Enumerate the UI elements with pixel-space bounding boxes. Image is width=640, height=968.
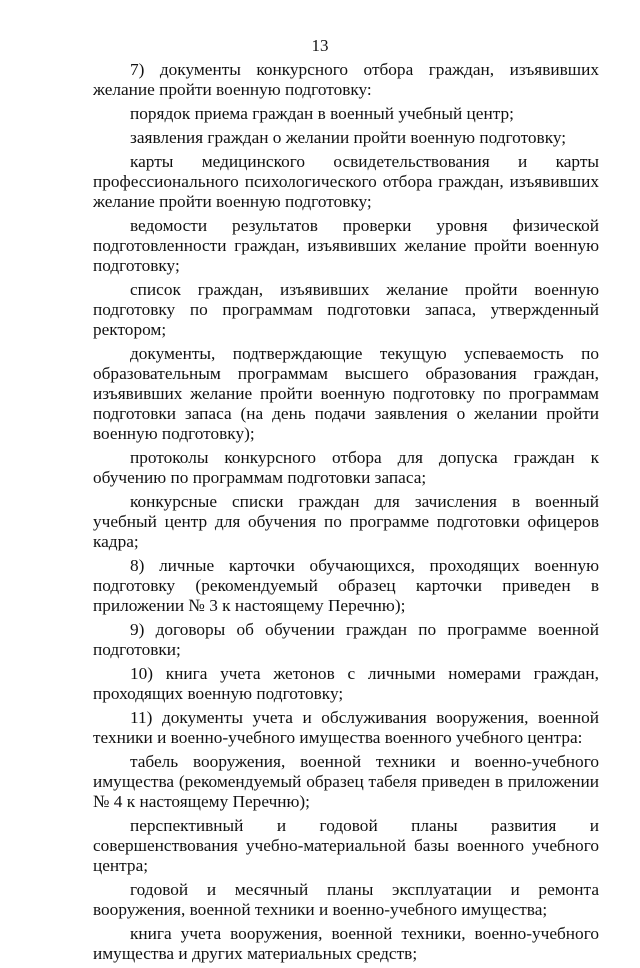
- paragraph-6: список граждан, изъявивших желание пройти военную подготовку по программам подготовки запаса, утвержденный ректором;: [93, 280, 599, 339]
- paragraph-12: 10) книга учета жетонов с личными номерами граждан, проходящих военную подготовку;: [93, 664, 599, 703]
- paragraph-3: заявления граждан о желании пройти военную подготовку;: [130, 128, 567, 147]
- paragraph-16: годовой и месячный планы эксплуатации и ремонта вооружения, военной техники и военно-учебного имущества;: [93, 880, 599, 919]
- paragraph-9: конкурсные списки граждан для зачисления в военный учебный центр для обучения по программе подготовки офицеров кадра;: [93, 492, 599, 551]
- document-body: [93, 60, 599, 968]
- paragraph-11: 9) договоры об обучении граждан по программе военной подготовки;: [93, 620, 599, 659]
- paragraph-17: книга учета вооружения, военной техники, военно-учебного имущества и других материальных средств;: [93, 924, 599, 963]
- paragraph-14: табель вооружения, военной техники и военно-учебного имущества (рекомендуемый образец табеля приведен в приложении № 4 к настоящему Перечню);: [93, 752, 599, 811]
- paragraph-2: порядок приема граждан в военный учебный центр;: [130, 104, 514, 123]
- page-number: 13: [311, 36, 329, 55]
- paragraph-10: 8) личные карточки обучающихся, проходящих военную подготовку (рекомендуемый образец карточки приведен в приложении № 3 к настоящему Перечню);: [93, 556, 599, 615]
- paragraph-15: перспективный и годовой планы развития и совершенствования учебно-материальной базы военного учебного центра;: [93, 816, 599, 875]
- paragraph-7: документы, подтверждающие текущую успеваемость по образовательным программам высшего образования граждан, изъявивших желание пройти военную подготовку по программам подготовки запаса (на день подачи заявления о желании пройти военную подготовку);: [93, 344, 599, 443]
- paragraph-8: протоколы конкурсного отбора для допуска граждан к обучению по программам подготовки запаса;: [93, 448, 599, 487]
- paragraph-1: 7) документы конкурсного отбора граждан, изъявивших желание пройти военную подготовку:: [93, 60, 599, 99]
- paragraph-13: 11) документы учета и обслуживания вооружения, военной техники и военно-учебного имущества военного учебного центра:: [93, 708, 599, 747]
- paragraph-4: карты медицинского освидетельствования и карты профессионального психологического отбора граждан, изъявивших желание пройти военную подготовку;: [93, 152, 599, 211]
- paragraph-5: ведомости результатов проверки уровня физической подготовленности граждан, изъявивших желание пройти военную подготовку;: [93, 216, 599, 275]
